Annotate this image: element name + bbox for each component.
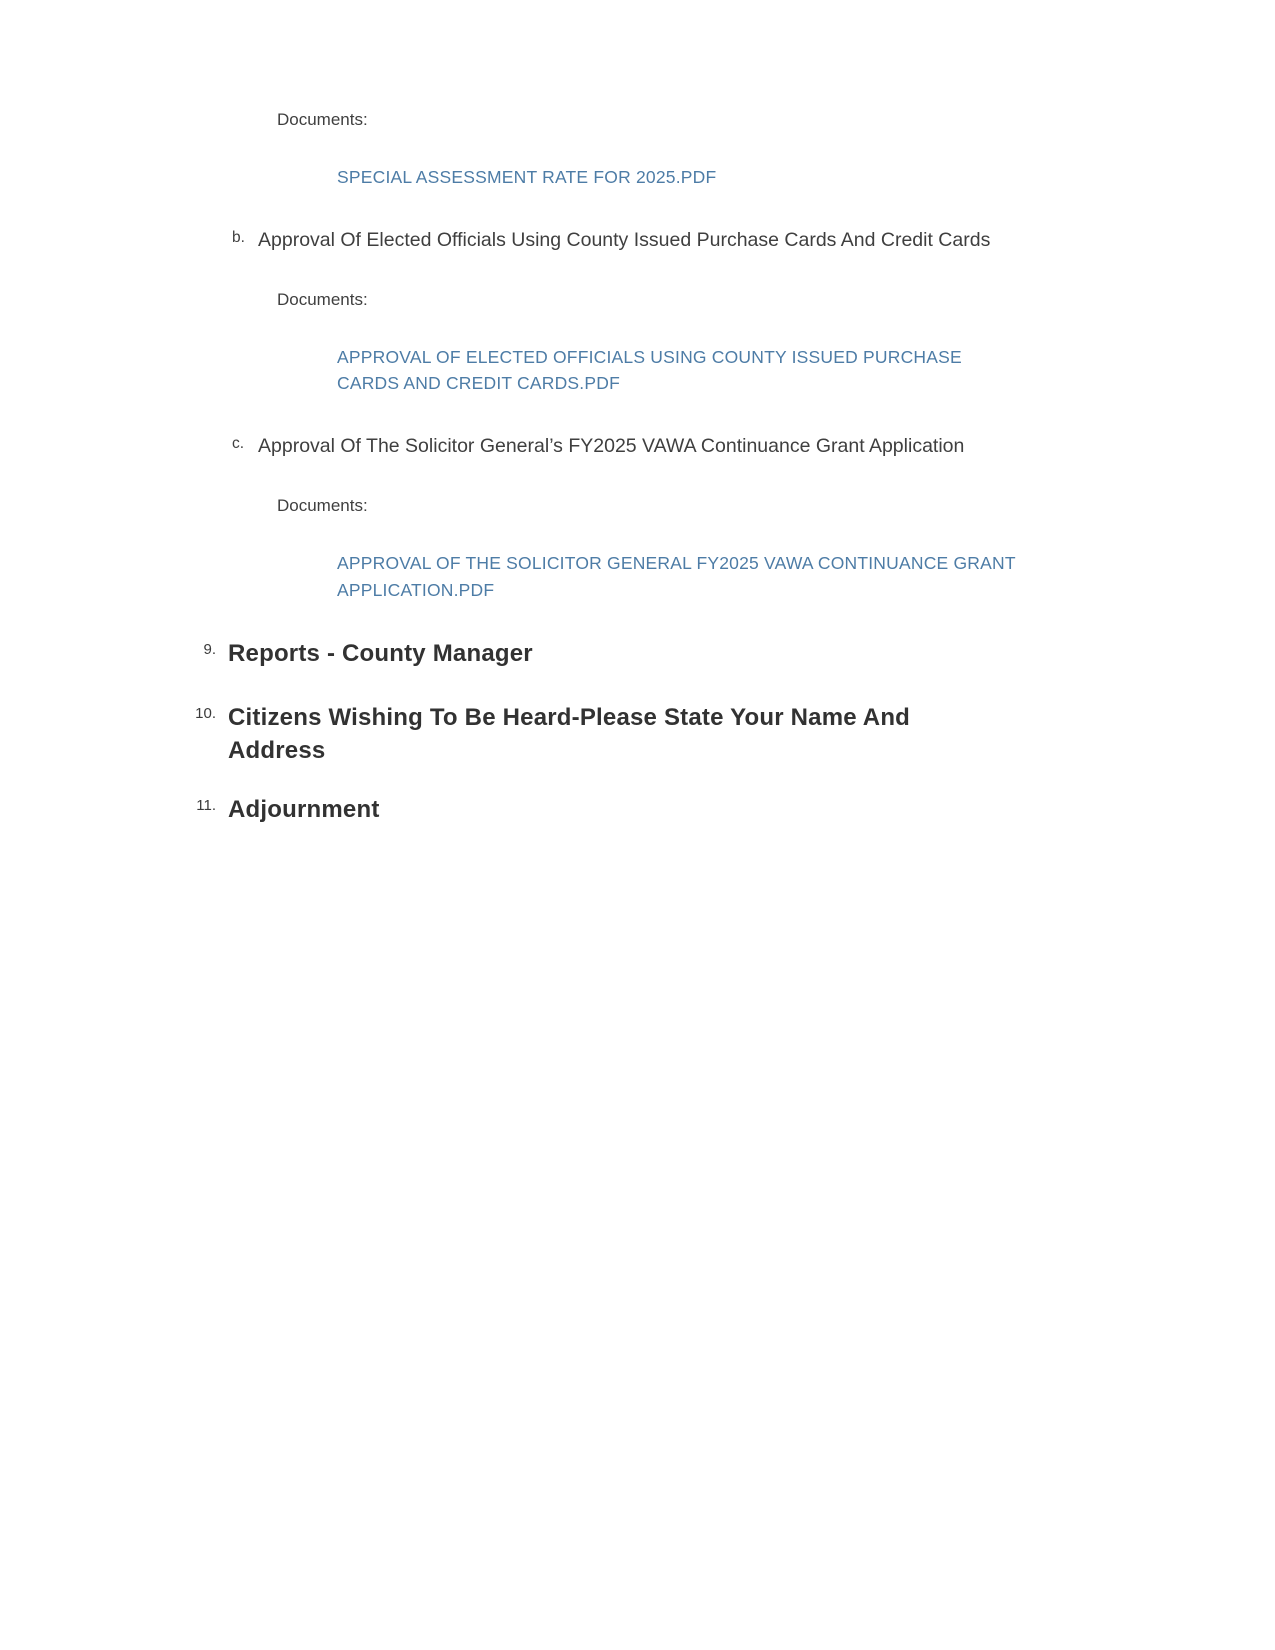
agenda-item-11: [190, 793, 1275, 826]
agenda-item-10: [190, 701, 1275, 767]
document-link-vawa-grant[interactable]: APPROVAL OF THE SOLICITOR GENERAL FY2025 VAWA CONTINUANCE GRANT APPLICATION.PDF: [337, 553, 1016, 600]
subitem-text: Approval Of The Solicitor General’s FY2025 VAWA Continuance Grant Application: [258, 434, 965, 457]
item-number: 10.: [195, 704, 216, 722]
documents-label: Documents:: [277, 110, 368, 129]
item-title: Citizens Wishing To Be Heard-Please State Your Name And Address: [228, 703, 911, 765]
document-link-special-assessment[interactable]: SPECIAL ASSESSMENT RATE FOR 2025.PDF: [337, 167, 717, 188]
agenda-subitem-c: [232, 431, 1002, 462]
item-number: 11.: [196, 797, 216, 815]
documents-label: Documents:: [277, 289, 368, 309]
item-title: Reports - County Manager: [228, 639, 533, 667]
documents-label: Documents:: [277, 495, 368, 515]
subitem-letter: c.: [232, 434, 245, 452]
item-number: 9.: [203, 640, 216, 658]
subitem-letter: b.: [232, 228, 245, 246]
item-title: Adjournment: [228, 796, 380, 824]
document-link-purchase-cards[interactable]: APPROVAL OF ELECTED OFFICIALS USING COUNTY ISSUED PURCHASE CARDS AND CREDIT CARDS.PDF: [337, 347, 962, 394]
agenda-item-9: [190, 637, 1275, 670]
agenda-subitem-b: [232, 225, 1002, 256]
subitem-text: Approval Of Elected Officials Using County Issued Purchase Cards And Credit Cards: [258, 228, 991, 251]
